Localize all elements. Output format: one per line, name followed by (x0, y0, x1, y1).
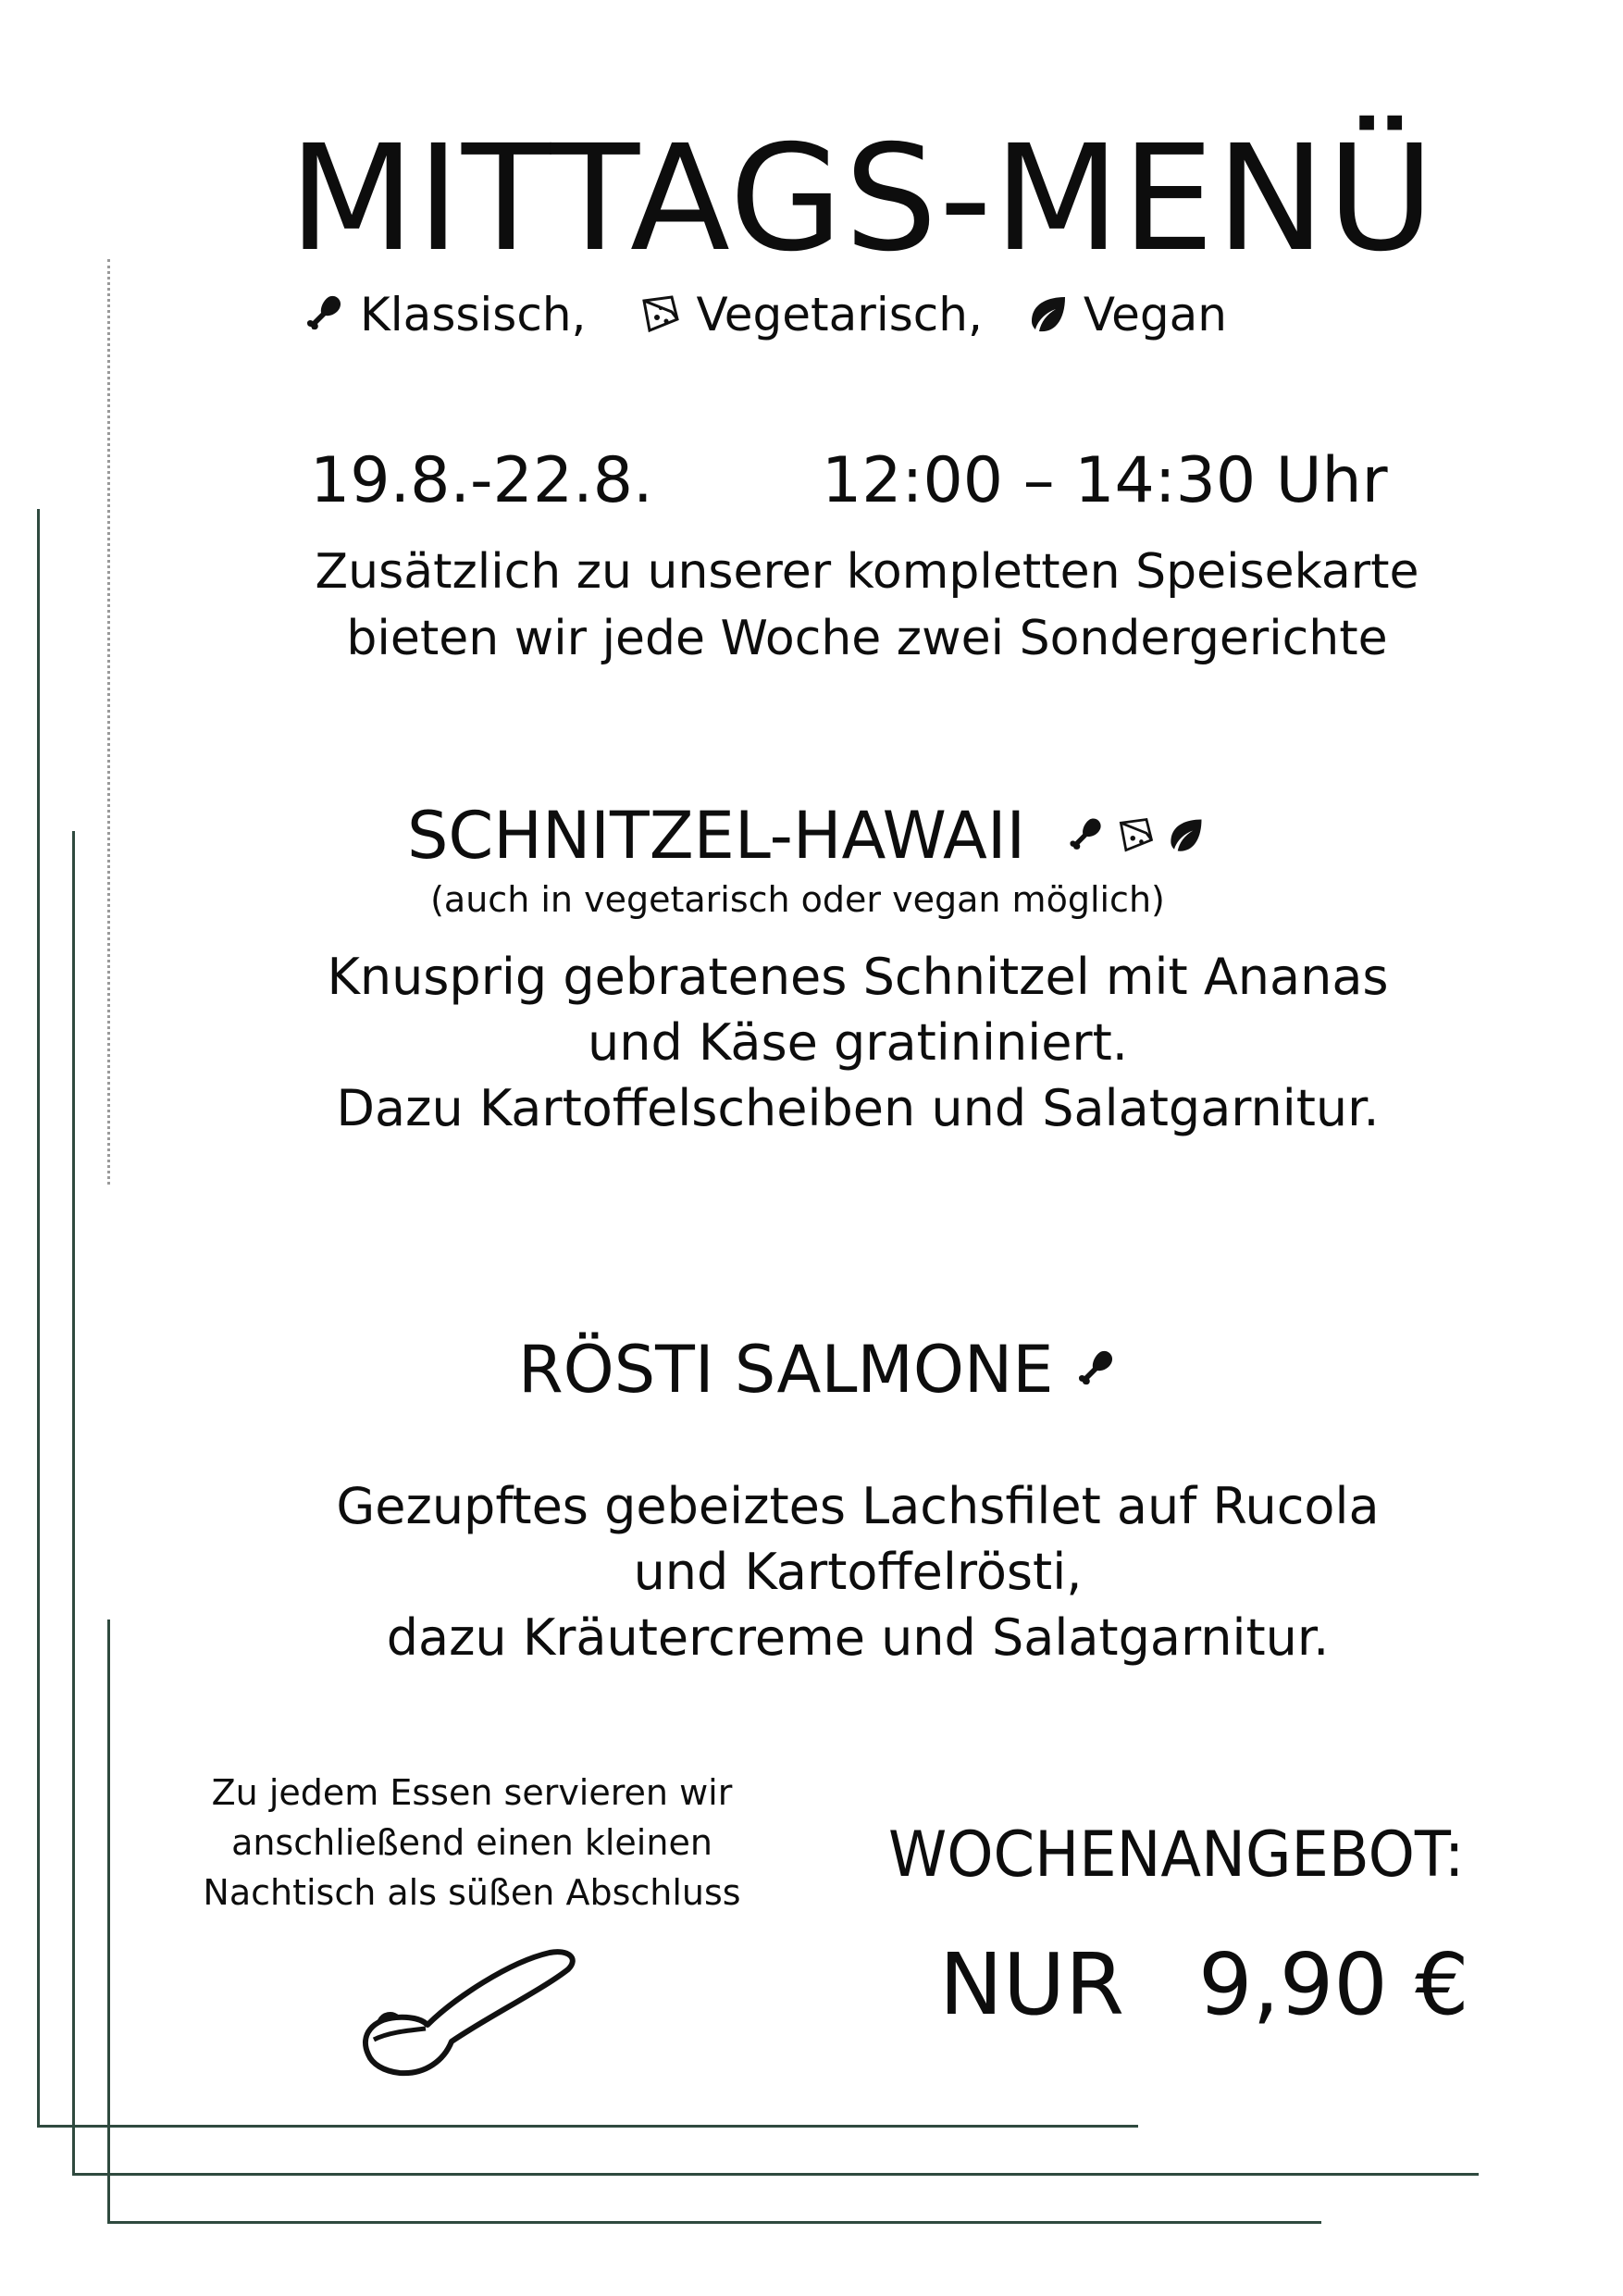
frame-line-left-3 (107, 1620, 110, 2223)
dish-description-line: Knusprig gebratenes Schnitzel mit Ananas (327, 948, 1389, 1006)
dish-description-line: Gezupftes gebeiztes Lachsfilet auf Rucola (336, 1477, 1380, 1535)
frame-line-left-1 (37, 509, 40, 2127)
frame-line-bottom-2 (72, 2173, 1479, 2176)
leaf-icon (1024, 292, 1071, 338)
dish-diet-icons (1064, 814, 1214, 857)
legend-label-classic: Klassisch, (360, 288, 587, 341)
menu-dates: 19.8.-22.8. (310, 444, 653, 517)
dessert-line: Zu jedem Essen servieren wir (211, 1772, 733, 1813)
intro-line: bieten wir jede Woche zwei Sondergerichte (346, 611, 1388, 666)
drumstick-icon (1064, 814, 1107, 857)
cheese-icon (637, 292, 683, 338)
menu-hours: 12:00 – 14:30 Uhr (822, 444, 1388, 517)
dish-description-line: dazu Kräutercreme und Salatgarnitur. (386, 1608, 1330, 1667)
dish-description-roesti (0, 1473, 1623, 1670)
dish-description-line: Dazu Kartoffelscheiben und Salatgarnitur. (336, 1079, 1380, 1137)
frame-line-bottom-3 (107, 2221, 1321, 2224)
dessert-line: anschließend einen kleinen (231, 1822, 712, 1863)
legend-item-vegan (1024, 288, 1227, 341)
spoon-icon (352, 1925, 592, 2082)
dessert-note (194, 1768, 750, 1917)
dish-title-roesti (518, 1328, 1119, 1411)
legend-item-vegetarian (627, 288, 982, 341)
legend-label-vegetarian: Vegetarisch, (696, 288, 983, 341)
frame-line-bottom-1 (37, 2125, 1138, 2128)
dish-title-text: RÖSTI SALMONE (518, 1332, 1054, 1408)
intro-text (0, 539, 1623, 672)
dish-title-schnitzel (407, 794, 1214, 877)
legend-label-vegan: Vegan (1083, 288, 1227, 341)
diet-legend (301, 278, 1269, 352)
dish-note-text: (auch in vegetarisch oder vegan möglich) (430, 879, 1165, 920)
intro-line: Zusätzlich zu unserer kompletten Speisekarte (315, 544, 1419, 600)
drumstick-icon (1072, 1347, 1119, 1393)
menu-title-text: MITTAGS-MENÜ (289, 114, 1436, 284)
dish-note (0, 875, 1623, 924)
offer-label: WOCHENANGEBOT: (888, 1818, 1465, 1892)
offer-prefix: NUR (939, 1935, 1125, 2034)
dish-description-line: und Kartoffelrösti, (633, 1543, 1083, 1601)
dish-description-line: und Käse gratininiert. (588, 1013, 1128, 1072)
dish-title-text: SCHNITZEL-HAWAII (407, 798, 1026, 874)
offer-price: 9,90 € (1198, 1935, 1469, 2034)
legend-item-classic (301, 288, 586, 341)
dessert-line: Nachtisch als süßen Abschluss (203, 1872, 741, 1913)
drumstick-icon (301, 292, 347, 338)
dish-description-schnitzel (0, 944, 1623, 1141)
cheese-icon (1114, 814, 1157, 857)
leaf-icon (1164, 814, 1207, 857)
